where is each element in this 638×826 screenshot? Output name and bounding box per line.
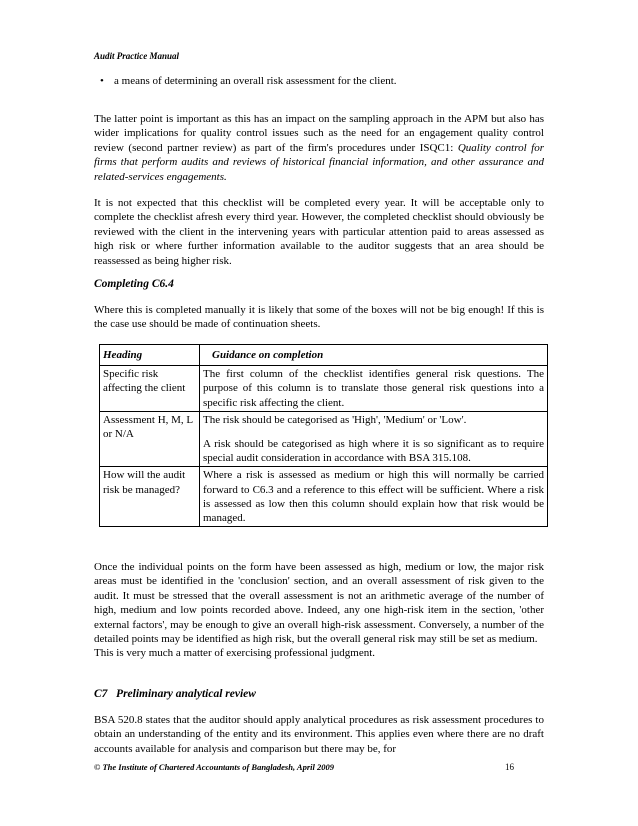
- table-cell-guidance: The risk should be categorised as 'High', 'Medium' or 'Low'. A risk should be categorised as high where it is so significant as to require special audit consideration in accordance with BSA 315.108.: [200, 411, 548, 467]
- paragraph-isqc: [94, 112, 544, 184]
- page-footer: [94, 762, 544, 772]
- table-cell-heading: Assessment H, M, L or N/A: [100, 411, 200, 467]
- paragraph-bsa520: BSA 520.8 states that the auditor should apply analytical procedures as risk assessment procedures to obtain an understanding of the entity and its environment. This applies even where there are no draft accounts available for analysis and comparison but there may be, for: [94, 714, 544, 755]
- paragraph-overall-assessment: [94, 560, 544, 661]
- table-row: [100, 366, 548, 412]
- footer-copyright: © The Institute of Chartered Accountants of Bangladesh, April 2009: [94, 762, 334, 772]
- table-cell-guidance: Where a risk is assessed as medium or high this will normally be carried forward to C6.3 and a reference to this effect will be sufficient. Where a risk is assessed as low then this column should explain how that risk would be managed.: [200, 467, 548, 527]
- running-header: Audit Practice Manual: [94, 51, 180, 61]
- table-row: [100, 411, 548, 467]
- guidance-table: [99, 344, 548, 527]
- paragraph-text: Once the individual points on the form have been assessed as high, medium or low, the major risk areas must be identified in the 'conclusion' section, and an overall assessment of risk given to the audit. It must be stressed that the overall assessment is not an arithmetic average of the number of high, medium and low points recorded above. Indeed, any one high-risk item in the section, 'other external factors', may be enough to give an overall high-risk assessment. Conversely, a number of the detailed points may be identified as high risk, but the overall general risk may still be set as medium.: [94, 561, 544, 646]
- table-header-heading: Heading: [100, 345, 200, 366]
- paragraph-italic-title: Quality control for firms that perform audits and reviews of historical financial information, and other assurance and related-services engagements.: [94, 141, 545, 183]
- table-row: [100, 467, 548, 527]
- section-heading-completing: Completing C6.4: [94, 278, 174, 290]
- paragraph-continuation: Where this is completed manually it is likely that some of the boxes will not be big enough! If this is the case use should be made of continuation sheets.: [94, 304, 544, 331]
- bullet-text: a means of determining an overall risk assessment for the client.: [114, 75, 397, 87]
- table-header-guidance: Guidance on completion: [200, 345, 548, 366]
- paragraph-judgment: This is very much a matter of exercising professional judgment.: [94, 647, 376, 660]
- paragraph-checklist-frequency: It is not expected that this checklist will be completed every year. It will be acceptable only to complete the checklist afresh every third year. However, the completed checklist should obviously be reviewed with the client in the intervening years with particular attention paid to areas assessed as high risk or where further information available to the auditor suggests that an area should be reassessed as being higher risk.: [94, 197, 544, 267]
- paragraph-text: The latter point is important as this has an impact on the sampling approach in the APM but also has wider implications for quality control issues such as the need for an engagement quality control review (second partner review) as part of the firm's procedures under ISQC1:: [94, 113, 544, 154]
- bullet-icon: •: [100, 75, 104, 87]
- page-number: 16: [505, 762, 514, 772]
- table-cell-heading: Specific risk affecting the client: [100, 366, 200, 412]
- section-heading-c7: C7 Preliminary analytical review: [94, 688, 256, 700]
- bullet-item: [100, 75, 397, 87]
- table-cell-guidance: The first column of the checklist identifies general risk questions. The purpose of this column is to translate those general risk questions into a specific risk affecting the client.: [200, 366, 548, 412]
- table-header-row: [100, 345, 548, 366]
- table-cell-heading: How will the audit risk be managed?: [100, 467, 200, 527]
